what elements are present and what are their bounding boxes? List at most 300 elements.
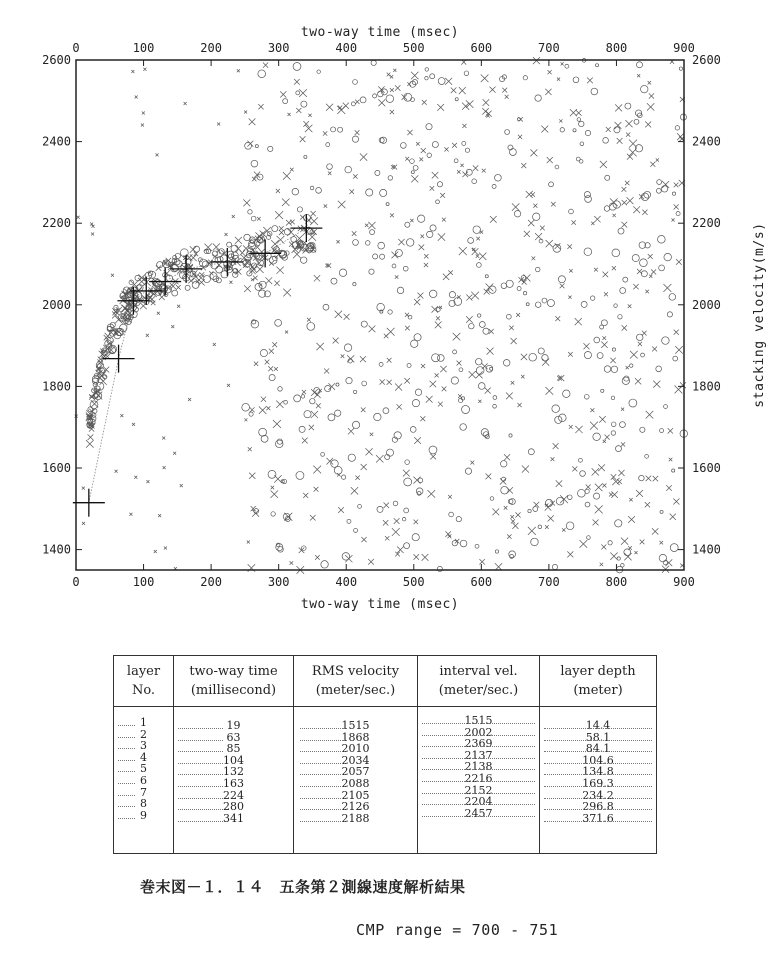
data-point-circle xyxy=(577,118,581,122)
data-point-cross xyxy=(516,313,520,317)
data-point-cross xyxy=(604,292,608,296)
data-point-cross xyxy=(387,380,392,385)
cell-interval: 1515 xyxy=(464,714,493,727)
data-point-circle xyxy=(310,398,315,403)
row-leader-line xyxy=(300,809,347,810)
data-point-circle xyxy=(615,446,621,452)
data-point-cross xyxy=(335,311,342,318)
data-point-circle xyxy=(659,265,665,271)
data-point-circle xyxy=(379,138,384,143)
data-point-cross xyxy=(621,538,628,545)
data-point-cross xyxy=(345,555,352,562)
data-point-cross xyxy=(235,237,242,244)
data-point-cross xyxy=(248,447,252,451)
data-point-circle xyxy=(618,315,622,319)
row-leader-line xyxy=(544,821,652,822)
data-point-cross xyxy=(253,276,258,281)
data-point-cross xyxy=(314,392,320,398)
data-point-cross xyxy=(311,211,316,216)
data-point-cross xyxy=(569,269,572,272)
data-point-cross xyxy=(390,88,394,92)
data-point-cross xyxy=(310,515,316,521)
y-axis-title-right: stacking velocity(m/s) xyxy=(752,222,767,408)
data-point-cross xyxy=(444,147,448,151)
data-point-cross xyxy=(594,268,598,272)
data-point-circle xyxy=(517,287,521,291)
data-point-cross xyxy=(653,476,659,482)
data-point-cross xyxy=(162,436,165,439)
data-point-cross xyxy=(466,100,473,107)
data-point-cross xyxy=(274,367,278,371)
data-point-circle xyxy=(449,512,454,517)
data-point-cross xyxy=(131,70,134,73)
data-point-cross xyxy=(570,109,577,116)
data-point-cross xyxy=(299,89,307,97)
data-point-cross xyxy=(407,82,411,86)
y-tick-label-left: 2200 xyxy=(42,216,71,231)
data-point-circle xyxy=(406,239,414,247)
row-leader-line xyxy=(118,818,135,819)
data-point-circle xyxy=(492,184,496,188)
data-point-circle xyxy=(656,366,662,372)
data-point-circle xyxy=(268,146,273,151)
data-point-cross xyxy=(440,193,445,198)
col-two-way-time xyxy=(174,656,294,853)
data-point-cross xyxy=(553,443,559,449)
data-point-cross xyxy=(263,63,268,68)
data-point-circle xyxy=(90,401,98,409)
row-leader-line xyxy=(422,769,535,770)
data-point-circle xyxy=(545,499,552,506)
data-point-cross xyxy=(600,563,603,566)
data-point-circle xyxy=(345,166,352,173)
data-point-cross xyxy=(512,203,519,210)
data-point-cross xyxy=(663,284,671,292)
data-point-cross xyxy=(462,124,466,128)
row-leader-line xyxy=(422,804,535,805)
x-axis-title-bottom: two-way time (msec) xyxy=(300,597,460,612)
data-point-cross xyxy=(603,272,609,278)
data-point-cross xyxy=(628,516,635,523)
data-point-cross xyxy=(674,204,679,209)
data-point-cross xyxy=(282,199,289,206)
data-point-circle xyxy=(477,314,480,317)
data-point-circle xyxy=(667,312,672,317)
data-point-circle xyxy=(493,396,497,400)
data-point-circle xyxy=(429,290,437,298)
data-point-cross xyxy=(143,68,146,71)
data-point-circle xyxy=(292,188,299,195)
header-two-way-time: two-way time (millisecond) xyxy=(174,656,293,707)
data-point-circle xyxy=(495,550,498,553)
cell-rms: 2034 xyxy=(341,753,370,767)
data-point-cross xyxy=(453,333,461,341)
data-point-circle xyxy=(257,174,263,180)
data-point-circle xyxy=(460,424,467,431)
data-point-circle xyxy=(410,426,416,432)
data-point-cross xyxy=(190,255,197,262)
data-point-cross xyxy=(414,299,420,305)
data-point-circle xyxy=(538,348,544,354)
data-point-cross xyxy=(572,466,577,471)
data-point-circle xyxy=(411,340,418,347)
data-point-circle xyxy=(584,394,589,399)
data-point-cross xyxy=(615,104,622,111)
data-point-cross xyxy=(478,400,481,403)
data-point-circle xyxy=(334,466,342,474)
data-point-cross xyxy=(642,210,647,215)
data-point-circle xyxy=(596,64,599,67)
data-point-cross xyxy=(511,381,515,385)
data-point-cross xyxy=(575,426,582,433)
x-axis-title-top: two-way time (msec) xyxy=(300,25,460,40)
data-point-cross xyxy=(392,528,400,536)
data-point-cross xyxy=(257,217,261,221)
data-point-circle xyxy=(584,191,590,197)
row-leader-line xyxy=(118,806,135,807)
data-point-circle xyxy=(353,390,356,393)
data-point-circle xyxy=(120,324,127,331)
data-point-cross xyxy=(407,130,412,135)
data-point-cross xyxy=(300,215,305,220)
data-point-cross xyxy=(507,534,511,538)
velocity-table xyxy=(113,655,657,854)
data-point-cross xyxy=(397,547,403,553)
data-point-cross xyxy=(91,232,94,235)
cell-time: 280 xyxy=(223,800,244,814)
data-point-cross xyxy=(455,539,460,544)
data-point-circle xyxy=(625,103,631,109)
cell-layer: 8 xyxy=(140,797,147,811)
data-point-circle xyxy=(579,160,583,164)
data-point-circle xyxy=(552,564,557,569)
data-point-cross xyxy=(634,551,637,554)
data-point-cross xyxy=(314,275,320,281)
cell-layer: 9 xyxy=(140,808,147,822)
data-point-cross xyxy=(227,384,230,387)
y-tick-label-left: 2600 xyxy=(42,53,71,67)
data-point-circle xyxy=(249,412,253,416)
data-point-cross xyxy=(600,161,607,168)
row-leader-line xyxy=(544,763,652,764)
data-point-circle xyxy=(348,454,355,461)
header-layer-depth: layer depth (meter) xyxy=(540,656,656,707)
data-point-circle xyxy=(405,222,410,227)
row-leader-line xyxy=(178,774,223,775)
row-leader-line xyxy=(118,725,135,726)
data-point-cross xyxy=(309,425,314,430)
data-point-cross xyxy=(476,254,480,258)
data-point-cross xyxy=(360,356,366,362)
data-point-cross xyxy=(646,411,654,419)
data-point-cross xyxy=(622,325,627,330)
data-point-circle xyxy=(379,362,383,366)
x-tick-label-bottom: 0 xyxy=(72,575,80,589)
data-point-circle xyxy=(573,77,579,83)
data-point-circle xyxy=(531,538,539,546)
cell-rms: 2126 xyxy=(341,800,370,814)
data-point-circle xyxy=(327,164,333,170)
data-point-cross xyxy=(451,87,457,93)
data-point-cross xyxy=(430,186,435,191)
data-point-cross xyxy=(633,206,640,213)
data-point-circle xyxy=(479,322,485,328)
x-tick-label-bottom: 800 xyxy=(605,575,628,589)
data-point-circle xyxy=(670,544,678,552)
data-point-cross xyxy=(569,425,573,429)
data-point-circle xyxy=(248,210,252,214)
data-point-circle xyxy=(354,528,358,532)
data-point-circle xyxy=(172,290,178,296)
data-point-cross xyxy=(355,100,359,104)
data-point-circle xyxy=(672,192,675,195)
data-point-cross xyxy=(630,351,638,359)
data-point-circle xyxy=(542,355,548,361)
data-point-cross xyxy=(269,349,274,354)
data-point-cross xyxy=(653,381,660,388)
data-point-cross xyxy=(545,525,549,529)
data-point-cross xyxy=(269,261,274,266)
data-point-circle xyxy=(644,191,651,198)
cell-time: 63 xyxy=(226,730,241,744)
data-point-circle xyxy=(369,269,374,274)
data-point-cross xyxy=(638,342,642,346)
data-point-cross xyxy=(594,216,600,222)
data-point-cross xyxy=(286,220,292,226)
data-point-circle xyxy=(373,254,378,259)
data-point-circle xyxy=(430,74,435,79)
data-point-cross xyxy=(571,220,575,224)
x-tick-label-top: 800 xyxy=(605,41,628,55)
data-point-cross xyxy=(542,359,549,366)
data-point-circle xyxy=(528,449,534,455)
data-point-circle xyxy=(403,266,408,271)
data-point-cross xyxy=(213,343,216,346)
cell-interval: 2216 xyxy=(464,772,493,785)
data-point-cross xyxy=(504,454,510,460)
data-point-circle xyxy=(538,525,542,529)
data-point-circle xyxy=(547,299,554,306)
col-layer-depth xyxy=(540,656,656,853)
row-leader-line xyxy=(300,763,347,764)
data-point-cross xyxy=(384,503,390,509)
cell-interval: 2002 xyxy=(464,725,493,739)
data-point-cross xyxy=(617,138,623,144)
row-leader-line xyxy=(178,821,223,822)
data-point-cross xyxy=(353,174,357,178)
data-point-circle xyxy=(338,127,343,132)
data-point-circle xyxy=(88,407,93,412)
x-tick-label-top: 500 xyxy=(402,41,425,55)
data-point-circle xyxy=(465,468,471,474)
data-point-cross xyxy=(669,458,673,462)
data-point-cross xyxy=(610,198,618,206)
data-point-cross xyxy=(601,545,606,550)
data-point-circle xyxy=(637,62,643,68)
data-point-cross xyxy=(249,264,255,270)
data-point-cross xyxy=(290,561,294,565)
data-point-cross xyxy=(651,269,656,274)
data-point-cross xyxy=(580,540,588,548)
data-point-cross xyxy=(633,284,638,289)
data-point-cross xyxy=(370,433,373,436)
data-point-cross xyxy=(521,375,524,378)
data-point-cross xyxy=(271,240,279,248)
row-leader-line xyxy=(178,786,223,787)
data-point-cross xyxy=(338,507,344,513)
data-point-cross xyxy=(522,466,529,473)
data-point-cross xyxy=(315,555,320,560)
data-point-cross xyxy=(599,416,605,422)
data-point-cross xyxy=(419,244,425,250)
data-point-circle xyxy=(297,207,302,212)
data-point-cross xyxy=(481,74,489,82)
data-point-circle xyxy=(639,475,644,480)
data-point-circle xyxy=(473,226,480,233)
cell-depth: 371.6 xyxy=(582,811,614,825)
data-point-circle xyxy=(386,203,389,206)
data-point-circle xyxy=(475,544,479,548)
data-point-circle xyxy=(508,499,513,504)
data-point-cross xyxy=(611,491,618,498)
data-point-circle xyxy=(438,78,445,85)
data-point-cross xyxy=(244,111,247,114)
data-point-circle xyxy=(462,406,470,414)
data-point-cross xyxy=(378,99,385,106)
data-point-circle xyxy=(591,88,598,95)
data-point-circle xyxy=(404,478,412,486)
data-point-cross xyxy=(504,506,508,510)
data-point-circle xyxy=(386,95,394,103)
data-point-cross xyxy=(180,484,183,487)
data-point-cross xyxy=(121,304,129,312)
data-point-circle xyxy=(410,81,416,87)
data-point-circle xyxy=(212,251,217,256)
data-point-cross xyxy=(115,470,118,473)
data-point-cross xyxy=(648,254,653,259)
row-leader-line xyxy=(544,728,652,729)
row-leader-line xyxy=(544,740,652,741)
data-point-circle xyxy=(415,389,421,395)
data-point-cross xyxy=(517,403,521,407)
data-point-cross xyxy=(460,164,463,167)
data-point-cross xyxy=(266,406,270,410)
data-point-circle xyxy=(660,429,664,433)
data-point-cross xyxy=(625,181,630,186)
data-point-circle xyxy=(404,543,410,549)
data-point-cross xyxy=(675,346,682,353)
data-point-cross xyxy=(660,541,664,545)
data-point-cross xyxy=(383,520,388,525)
data-point-cross xyxy=(652,528,658,534)
data-point-circle xyxy=(129,280,134,285)
data-point-circle xyxy=(328,414,335,421)
data-point-circle xyxy=(509,149,516,156)
data-point-circle xyxy=(392,264,396,268)
data-point-circle xyxy=(675,126,679,130)
data-point-cross xyxy=(575,318,582,325)
data-point-circle xyxy=(397,287,404,294)
x-tick-label-top: 300 xyxy=(267,41,290,55)
data-point-circle xyxy=(634,119,639,124)
cell-time: 104 xyxy=(223,753,244,767)
data-point-circle xyxy=(353,240,359,246)
data-point-cross xyxy=(82,522,85,525)
row-leader-line xyxy=(178,728,223,729)
x-tick-label-top: 200 xyxy=(200,41,222,55)
data-point-cross xyxy=(394,518,400,524)
data-point-circle xyxy=(432,354,440,362)
data-point-cross xyxy=(176,285,181,290)
y-tick-label-right: 1800 xyxy=(692,379,721,394)
data-point-circle xyxy=(386,449,393,456)
cell-depth: 134.8 xyxy=(582,765,614,779)
data-point-cross xyxy=(666,485,672,491)
data-point-circle xyxy=(430,225,436,231)
row-leader-line xyxy=(178,809,223,810)
data-point-circle xyxy=(321,561,328,568)
data-point-circle xyxy=(321,452,325,456)
data-point-circle xyxy=(506,280,513,287)
data-point-circle xyxy=(362,381,367,386)
cell-depth: 84.1 xyxy=(585,742,611,756)
data-point-cross xyxy=(652,346,657,351)
data-point-circle xyxy=(568,495,573,500)
data-point-circle xyxy=(268,470,276,478)
data-point-circle xyxy=(453,350,457,354)
row-leader-line xyxy=(178,751,223,752)
data-point-cross xyxy=(369,325,376,332)
data-point-cross xyxy=(469,371,476,378)
data-point-circle xyxy=(341,475,345,479)
data-point-circle xyxy=(478,383,485,390)
data-point-circle xyxy=(620,422,626,428)
data-point-circle xyxy=(304,155,307,158)
row-leader-line xyxy=(422,746,535,747)
data-point-circle xyxy=(383,408,389,414)
data-point-cross xyxy=(656,158,659,161)
data-point-cross xyxy=(586,484,591,489)
data-point-cross xyxy=(244,285,251,292)
data-point-cross xyxy=(393,69,396,72)
data-point-circle xyxy=(462,141,466,145)
data-point-cross xyxy=(548,515,554,521)
data-point-cross xyxy=(366,448,373,455)
row-leader-line xyxy=(118,771,135,772)
data-point-cross xyxy=(521,354,527,360)
cell-rms: 2188 xyxy=(341,811,370,825)
velocity-picks xyxy=(73,214,323,517)
data-point-circle xyxy=(301,101,307,107)
data-point-cross xyxy=(521,163,526,168)
data-point-cross xyxy=(250,407,255,412)
x-tick-label-top: 900 xyxy=(673,41,695,55)
data-point-cross xyxy=(296,108,301,113)
data-point-circle xyxy=(611,431,615,435)
row-leader-line xyxy=(118,748,135,749)
data-point-cross xyxy=(440,366,446,372)
data-point-circle xyxy=(378,242,385,249)
data-point-cross xyxy=(310,217,318,225)
data-point-cross xyxy=(668,428,673,433)
data-point-circle xyxy=(353,283,356,286)
data-point-circle xyxy=(669,294,676,301)
data-point-cross xyxy=(546,240,553,247)
data-point-circle xyxy=(662,337,670,345)
data-point-circle xyxy=(580,142,584,146)
data-point-cross xyxy=(482,169,486,173)
data-point-cross xyxy=(141,124,144,127)
